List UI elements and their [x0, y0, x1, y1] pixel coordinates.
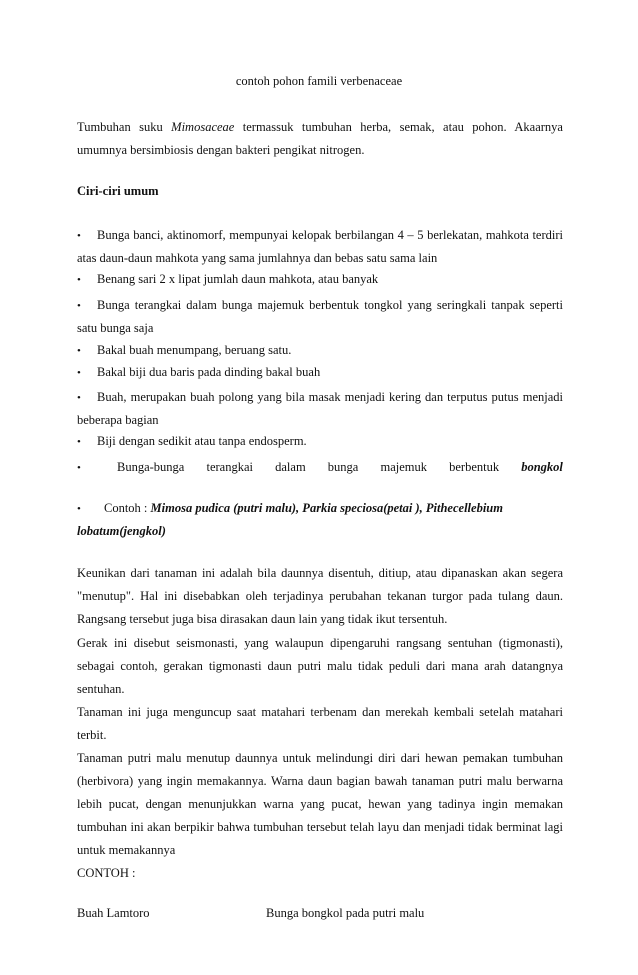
bullet-marker: •: [77, 345, 81, 357]
para-2-line-2: sebagai contoh, gerakan tigmonasti daun putri malu tidak peduli dari mana arah datangnya: [77, 659, 563, 673]
bullet-5: Bakal biji dua baris pada dinding bakal buah: [97, 365, 321, 379]
bullet-8-word: bunga: [327, 460, 359, 474]
bullet-8-word: dalam: [275, 460, 306, 474]
example-species: Mimosa pudica (putri malu), Parkia speciosa(petai ), Pithecellebium: [150, 501, 503, 515]
family-name: Mimosaceae: [171, 120, 235, 134]
para-4-line-1: Tanaman putri malu menutup daunnya untuk melindungi diri dari hewan pemakan tumbuhan: [77, 751, 563, 765]
bullet-6-line-2: beberapa bagian: [77, 413, 159, 427]
bullet-8-word: terangkai: [206, 460, 253, 474]
bullet-marker: •: [77, 436, 81, 448]
para-4-line-4: tumbuhan ini akan berpikir bahwa tumbuhan tersebut telah layu dan menjadi tidak berminat lagi: [77, 820, 563, 834]
para-4-line-3: lebih pucat, dengan menunjukkan warna yang pucat, hewan yang tadinya ingin memakan: [77, 797, 563, 811]
bullet-1-line-1: Bunga banci, aktinomorf, mempunyai kelopak berbilangan 4 – 5 berlekatan, mahkota terdiri: [97, 228, 563, 242]
bullet-marker: •: [77, 274, 81, 286]
section-heading: Ciri-ciri umum: [77, 184, 159, 198]
bullet-4: Bakal buah menumpang, beruang satu.: [97, 343, 292, 357]
bullet-9-line-1: [104, 501, 563, 516]
bullet-marker: •: [77, 462, 81, 474]
bullet-9-line-2: lobatum(jengkol): [77, 524, 166, 538]
intro-line-2: umumnya bersimbiosis dengan bakteri pengikat nitrogen.: [77, 143, 365, 157]
contoh-heading: CONTOH :: [77, 866, 136, 880]
bullet-8-word: majemuk: [380, 460, 427, 474]
bullet-7: Biji dengan sedikit atau tanpa endosperm.: [97, 434, 307, 448]
para-3-line-2: terbit.: [77, 728, 107, 742]
bullet-marker: •: [77, 503, 81, 515]
para-3-line-1: Tanaman ini juga menguncup saat matahari terbenam dan merekah kembali setelah matahari: [77, 705, 563, 719]
intro-text: termassuk tumbuhan herba, semak, atau pohon. Akaarnya: [234, 120, 563, 134]
bullet-6-line-1: Buah, merupakan buah polong yang bila masak menjadi kering dan terputus putus menjadi: [97, 390, 563, 404]
bullet-marker: •: [77, 367, 81, 379]
para-1-line-1: Keunikan dari tanaman ini adalah bila daunnya disentuh, ditiup, atau dipanaskan akan segera: [77, 566, 563, 580]
bullet-marker: •: [77, 300, 81, 312]
para-1-line-2: "menutup". Hal ini disebabkan oleh terjadinya perubahan tekanan turgor pada tulang daun.: [77, 589, 563, 603]
bullet-marker: •: [77, 230, 81, 242]
bullet-8-word: berbentuk: [449, 460, 500, 474]
bullet-8: [117, 460, 563, 475]
bullet-8-emphasis: bongkol: [521, 460, 563, 474]
bullet-3-line-2: satu bunga saja: [77, 321, 154, 335]
bullet-8-word: Bunga-bunga: [117, 460, 185, 474]
caption-left: Buah Lamtoro: [77, 906, 150, 920]
bullet-marker: •: [77, 392, 81, 404]
caption-right: Bunga bongkol pada putri malu: [266, 906, 425, 920]
para-2-line-1: Gerak ini disebut seismonasti, yang walaupun dipengaruhi rangsang sentuhan (tigmonasti),: [77, 636, 563, 650]
intro-line-1: [77, 120, 563, 135]
para-4-line-2: (herbivora) yang ingin memakannya. Warna daun bagian bawah tanaman putri malu berwarna: [77, 774, 563, 788]
para-4-line-5: untuk memakannya: [77, 843, 176, 857]
bullet-3-line-1: Bunga terangkai dalam bunga majemuk berbentuk tongkol yang seringkali tanpak seperti: [97, 298, 563, 312]
bullet-2: Benang sari 2 x lipat jumlah daun mahkota, atau banyak: [97, 272, 379, 286]
para-2-line-3: sentuhan.: [77, 682, 125, 696]
bullet-1-line-2: atas daun-daun mahkota yang sama jumlahnya dan bebas satu sama lain: [77, 251, 438, 265]
example-label: Contoh :: [104, 501, 151, 515]
document-title: contoh pohon famili verbenaceae: [235, 74, 403, 88]
intro-text: Tumbuhan suku: [77, 120, 172, 134]
para-1-line-3: Rangsang tersebut juga bisa dirasakan daun lain yang tidak ikut tersentuh.: [77, 612, 448, 626]
